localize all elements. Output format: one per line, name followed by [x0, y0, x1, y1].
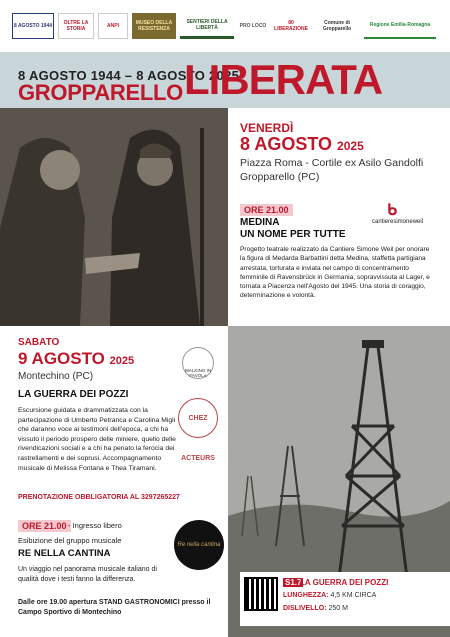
- trail-length-value: 4,5 KM CIRCA: [330, 592, 377, 599]
- event3-intro: Esibizione del gruppo musicale: [18, 536, 122, 545]
- regione-logo: Regione Emilia-Romagna: [364, 13, 436, 39]
- event2-description: Escursione guidata e drammatizzata con la partecipazione di Umberto Petranca e Carolina Migli che daranno voce ai testimoni dell'epoca, a chi ha vissuto il periodo prospero delle miniere, quello delle rivendicazioni sociali e a chi ha penato la ferocia dei rastrellamenti e dei soprusi. Accompagnamento musicale di Melissa Fontana e Thea Tiramani.: [18, 407, 176, 472]
- 8-agosto-logo: 8 AGOSTO 1944: [12, 13, 54, 39]
- trail-elevation: [283, 605, 348, 612]
- sponsor-logos: [0, 0, 450, 52]
- trail-elevation-value: 250 M: [328, 605, 348, 612]
- cantiere-mark-icon: ᑲ: [386, 202, 398, 219]
- comune-logo: Comune di Gropparello: [322, 20, 352, 32]
- event3-description: Un viaggio nel panorama musicale italiano di qualità dove i testi fanno la differenza.: [18, 566, 157, 583]
- re-nella-cantina-logo: Re nella cantina: [174, 520, 224, 570]
- event1-title: [240, 217, 346, 241]
- event2-year: 2025: [109, 355, 135, 367]
- trail-code: S1.7: [285, 578, 302, 587]
- qr-code-icon[interactable]: [244, 577, 278, 611]
- town-name: GROPPARELLO: [18, 80, 183, 105]
- event1-time: ORE 21.00: [240, 204, 293, 216]
- event1-day: VENERDÌ: [240, 121, 294, 135]
- event2-date: [18, 349, 134, 369]
- trail-length: [283, 592, 376, 599]
- partisans-handshake-photo: [0, 108, 228, 326]
- pro-loco-logo: PRO LOCO: [239, 23, 267, 29]
- event3-entry: - Ingresso libero: [68, 521, 122, 530]
- trail-length-label: LUNGHEZZA:: [283, 592, 329, 599]
- 80-liberazione-logo: 80 LIBERAZIONE: [274, 20, 308, 32]
- event-dates: 8 AGOSTO 1944 – 8 AGOSTO 2025: [18, 68, 240, 83]
- walking-in-favola-logo: WALKING IN FAVOLA: [182, 347, 214, 379]
- anpi-logo: ANPI: [98, 13, 128, 39]
- trail-name: LA GUERRA DEI POZZI: [300, 578, 389, 587]
- sentieri-liberta-logo: SENTIERI DELLA LIBERTÀ: [180, 13, 234, 39]
- event1-place-line1: Piazza Roma - Cortile ex Asilo Gandolfi: [240, 157, 424, 169]
- chez-acteurs-logo: CHEZ ACTEURS: [178, 398, 218, 438]
- main-title: LIBERATA: [184, 56, 383, 103]
- event1-date: [240, 134, 364, 155]
- photo-credit: [436, 340, 446, 500]
- event1-year: 2025: [337, 139, 364, 153]
- event2-place: Montechino (PC): [18, 371, 94, 382]
- museo-resistenza-logo: MUSEO DELLA RESISTENZA: [132, 13, 176, 39]
- food-stand-info: Dalle ore 19.00 apertura STAND GASTRONOMICI presso il Campo Sportivo di Montechino: [18, 599, 211, 616]
- event2-date-text: 9 AGOSTO: [18, 349, 105, 368]
- cantiere-simone-weil-logo: [372, 202, 424, 225]
- event2-title: LA GUERRA DEI POZZI: [18, 389, 129, 400]
- event3-title: RE NELLA CANTINA: [18, 548, 111, 559]
- event1-place: [240, 156, 423, 184]
- event2-day: SABATO: [18, 337, 60, 348]
- event1-title-line1: MEDINA: [240, 217, 280, 228]
- trail-elevation-label: DISLIVELLO:: [283, 605, 327, 612]
- event1-description: Progetto teatrale realizzato da Cantiere Simone Weil per onorare la figura di Medarda Barbattini detta Medina, staffetta partigiana arrestata, torturata e inviata nel campo di concentramento femminile di Ravensbrück in Germania, sopravvissuta al Lager, e tornata a Piacenza nell'Agosto del 1945. Una storia di coraggio, determinazione e volontà.: [240, 246, 430, 300]
- event1-date-text: 8 AGOSTO: [240, 134, 333, 154]
- booking-info: PRENOTAZIONE OBBLIGATORIA AL 3297265227: [18, 494, 180, 501]
- event3-time: ORE 21.00: [18, 520, 71, 532]
- event1-place-line2: Gropparello (PC): [240, 171, 320, 183]
- cantiere-logo-text: cantieresimoneweil: [372, 219, 424, 225]
- oltre-la-storia-logo: OLTRE LA STORIA: [58, 13, 94, 39]
- event1-title-line2: UN NOME PER TUTTE: [240, 229, 346, 240]
